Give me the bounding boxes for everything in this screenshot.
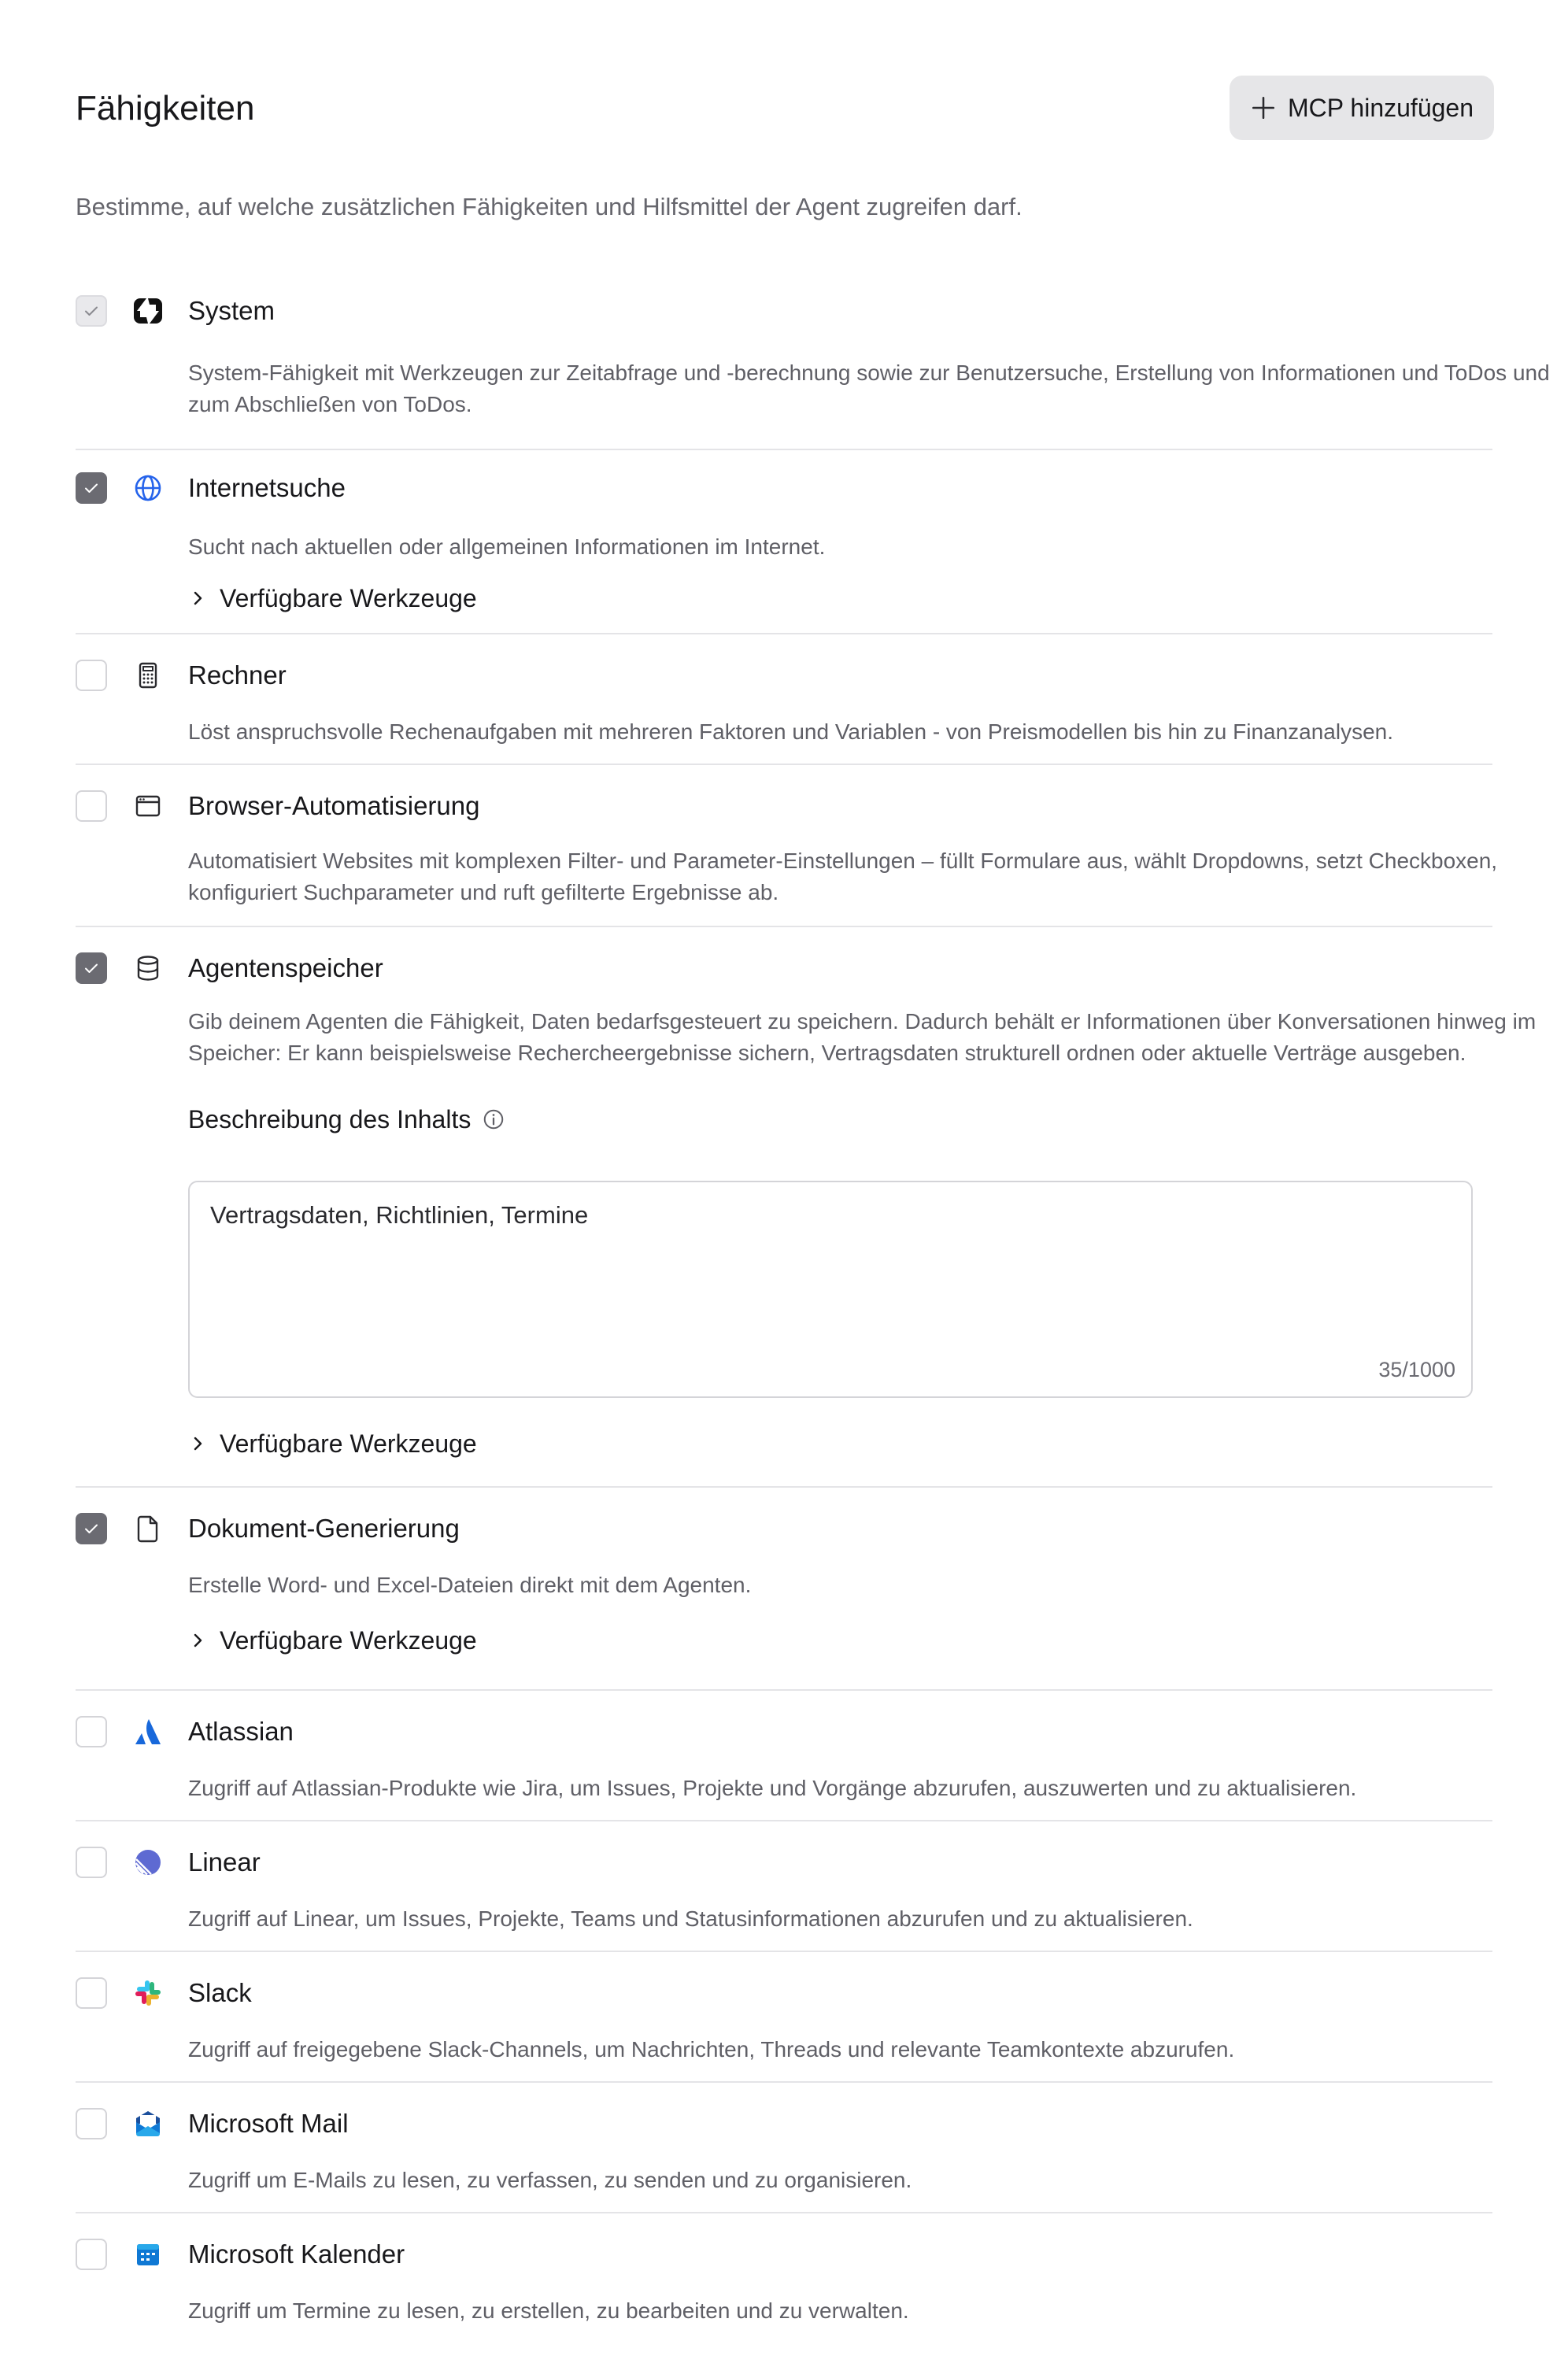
database-icon xyxy=(132,952,164,984)
available-tools-label: Verfügbare Werkzeuge xyxy=(220,1626,477,1655)
available-tools-toggle[interactable] xyxy=(188,1428,477,1459)
checkmark-icon xyxy=(82,479,101,497)
skill-description: Automatisiert Websites mit komplexen Filter- und Parameter-Einstellungen – füllt Formulare aus, wählt Dropdowns, setzt Checkboxen, konfiguriert Suchparameter und ruft gefilterte Ergebnisse ab. xyxy=(188,849,1498,904)
skill-name: Linear xyxy=(188,1847,261,1877)
checkmark-icon xyxy=(82,301,101,320)
skill-name: Browser-Automatisierung xyxy=(188,791,480,820)
skill-name: System xyxy=(188,296,276,325)
skill-description: Gib deinem Agenten die Fähigkeit, Daten bedarfsgesteuert zu speichern. Dadurch behält er Informationen über Konversationen hinweg im Speicher: Er kann beispielsweise Rechercheergebnisse sichern, Vertragsdaten strukturell ordnen oder aktuelle Verträge ausgeben. xyxy=(188,1009,1537,1065)
plus-icon xyxy=(1250,94,1277,121)
available-tools-label: Verfügbare Werkzeuge xyxy=(220,584,477,612)
skill-name: Microsoft Kalender xyxy=(188,2239,405,2269)
available-tools-label: Verfügbare Werkzeuge xyxy=(220,1429,477,1458)
outlook-mail-icon xyxy=(132,2108,164,2139)
skill-browser-automatisierung xyxy=(76,764,1498,927)
skill-name: Rechner xyxy=(188,660,287,690)
atlassian-logo-icon xyxy=(132,1716,164,1747)
skill-name: Atlassian xyxy=(188,1717,294,1746)
chevron-right-icon xyxy=(188,1434,207,1453)
skill-system xyxy=(76,280,1550,450)
skill-atlassian-checkbox[interactable] xyxy=(76,1716,107,1747)
skill-description: System-Fähigkeit mit Werkzeugen zur Zeitabfrage und -berechnung sowie zur Benutzersuche, Erstellung von Informationen und ToDos und zum Abschließen von ToDos. xyxy=(188,361,1550,416)
skill-linear-checkbox[interactable] xyxy=(76,1847,107,1878)
skill-internetsuche-checkbox[interactable] xyxy=(76,472,107,504)
add-mcp-button[interactable] xyxy=(1230,76,1494,140)
skill-name: Dokument-Generierung xyxy=(188,1514,460,1543)
checkmark-icon xyxy=(82,959,101,978)
skill-rechner-checkbox[interactable] xyxy=(76,660,107,691)
page-title: Fähigkeiten xyxy=(76,89,255,128)
character-counter: 35/1000 xyxy=(1378,1358,1455,1381)
skill-linear xyxy=(76,1820,1492,1952)
available-tools-toggle[interactable] xyxy=(188,582,477,614)
skill-rechner xyxy=(76,633,1492,765)
system-logo-icon xyxy=(132,295,164,327)
skill-dokument-generierung xyxy=(76,1486,1492,1691)
skill-dokument-checkbox[interactable] xyxy=(76,1513,107,1544)
content-description-label xyxy=(188,1104,505,1135)
content-description-value: Vertragsdaten, Richtlinien, Termine xyxy=(210,1201,589,1229)
available-tools-toggle[interactable] xyxy=(188,1625,477,1656)
skill-description: Sucht nach aktuellen oder allgemeinen Informationen im Internet. xyxy=(188,534,826,559)
page-subtitle: Bestimme, auf welche zusätzlichen Fähigkeiten und Hilfsmittel der Agent zugreifen darf. xyxy=(76,193,1023,220)
content-description-label-text: Beschreibung des Inhalts xyxy=(188,1105,472,1133)
skill-name: Internetsuche xyxy=(188,473,346,502)
skill-slack-checkbox[interactable] xyxy=(76,1977,107,2009)
linear-logo-icon xyxy=(132,1847,164,1878)
info-icon[interactable] xyxy=(482,1108,505,1131)
calculator-icon xyxy=(132,660,164,691)
checkmark-icon xyxy=(82,1519,101,1538)
skill-description: Erstelle Word- und Excel-Dateien direkt mit dem Agenten. xyxy=(188,1573,752,1597)
skill-description: Löst anspruchsvolle Rechenaufgaben mit mehreren Faktoren und Variablen - von Preismodellen bis hin zu Finanzanalysen. xyxy=(188,719,1394,744)
skill-microsoft-kalender xyxy=(76,2212,1492,2343)
skill-microsoft-mail xyxy=(76,2081,1492,2213)
content-description-textarea[interactable] xyxy=(188,1181,1473,1398)
skill-name: Slack xyxy=(188,1978,252,2007)
add-mcp-button-label: MCP hinzufügen xyxy=(1288,93,1474,122)
skill-microsoft-mail-checkbox[interactable] xyxy=(76,2108,107,2139)
skill-description: Zugriff um E-Mails zu lesen, zu verfassen, zu senden und zu organisieren. xyxy=(188,2168,912,2192)
microsoft-calendar-icon xyxy=(132,2239,164,2270)
skill-description: Zugriff auf freigegebene Slack-Channels, um Nachrichten, Threads und relevante Teamkontexte abzurufen. xyxy=(188,2037,1235,2062)
document-icon xyxy=(132,1513,164,1544)
skill-microsoft-kalender-checkbox[interactable] xyxy=(76,2239,107,2270)
skill-description: Zugriff um Termine zu lesen, zu erstellen, zu bearbeiten und zu verwalten. xyxy=(188,2298,909,2323)
skill-agentenspeicher-checkbox[interactable] xyxy=(76,952,107,984)
chevron-right-icon xyxy=(188,1631,207,1650)
skill-name: Agentenspeicher xyxy=(188,953,383,982)
skill-agentenspeicher xyxy=(76,926,1537,1488)
browser-window-icon xyxy=(132,790,164,822)
skill-description: Zugriff auf Linear, um Issues, Projekte, Teams und Statusinformationen abzurufen und zu aktualisieren. xyxy=(188,1906,1193,1931)
skill-name: Microsoft Mail xyxy=(188,2109,349,2138)
skill-internetsuche xyxy=(76,449,1492,634)
chevron-right-icon xyxy=(188,589,207,608)
skill-atlassian xyxy=(76,1689,1492,1821)
globe-icon xyxy=(132,472,164,504)
slack-logo-icon xyxy=(132,1977,164,2009)
skill-description: Zugriff auf Atlassian-Produkte wie Jira, um Issues, Projekte und Vorgänge abzurufen, auszuwerten und zu aktualisieren. xyxy=(188,1776,1357,1800)
skill-system-checkbox[interactable] xyxy=(76,295,107,327)
skill-browser-checkbox[interactable] xyxy=(76,790,107,822)
skill-slack xyxy=(76,1951,1492,2083)
